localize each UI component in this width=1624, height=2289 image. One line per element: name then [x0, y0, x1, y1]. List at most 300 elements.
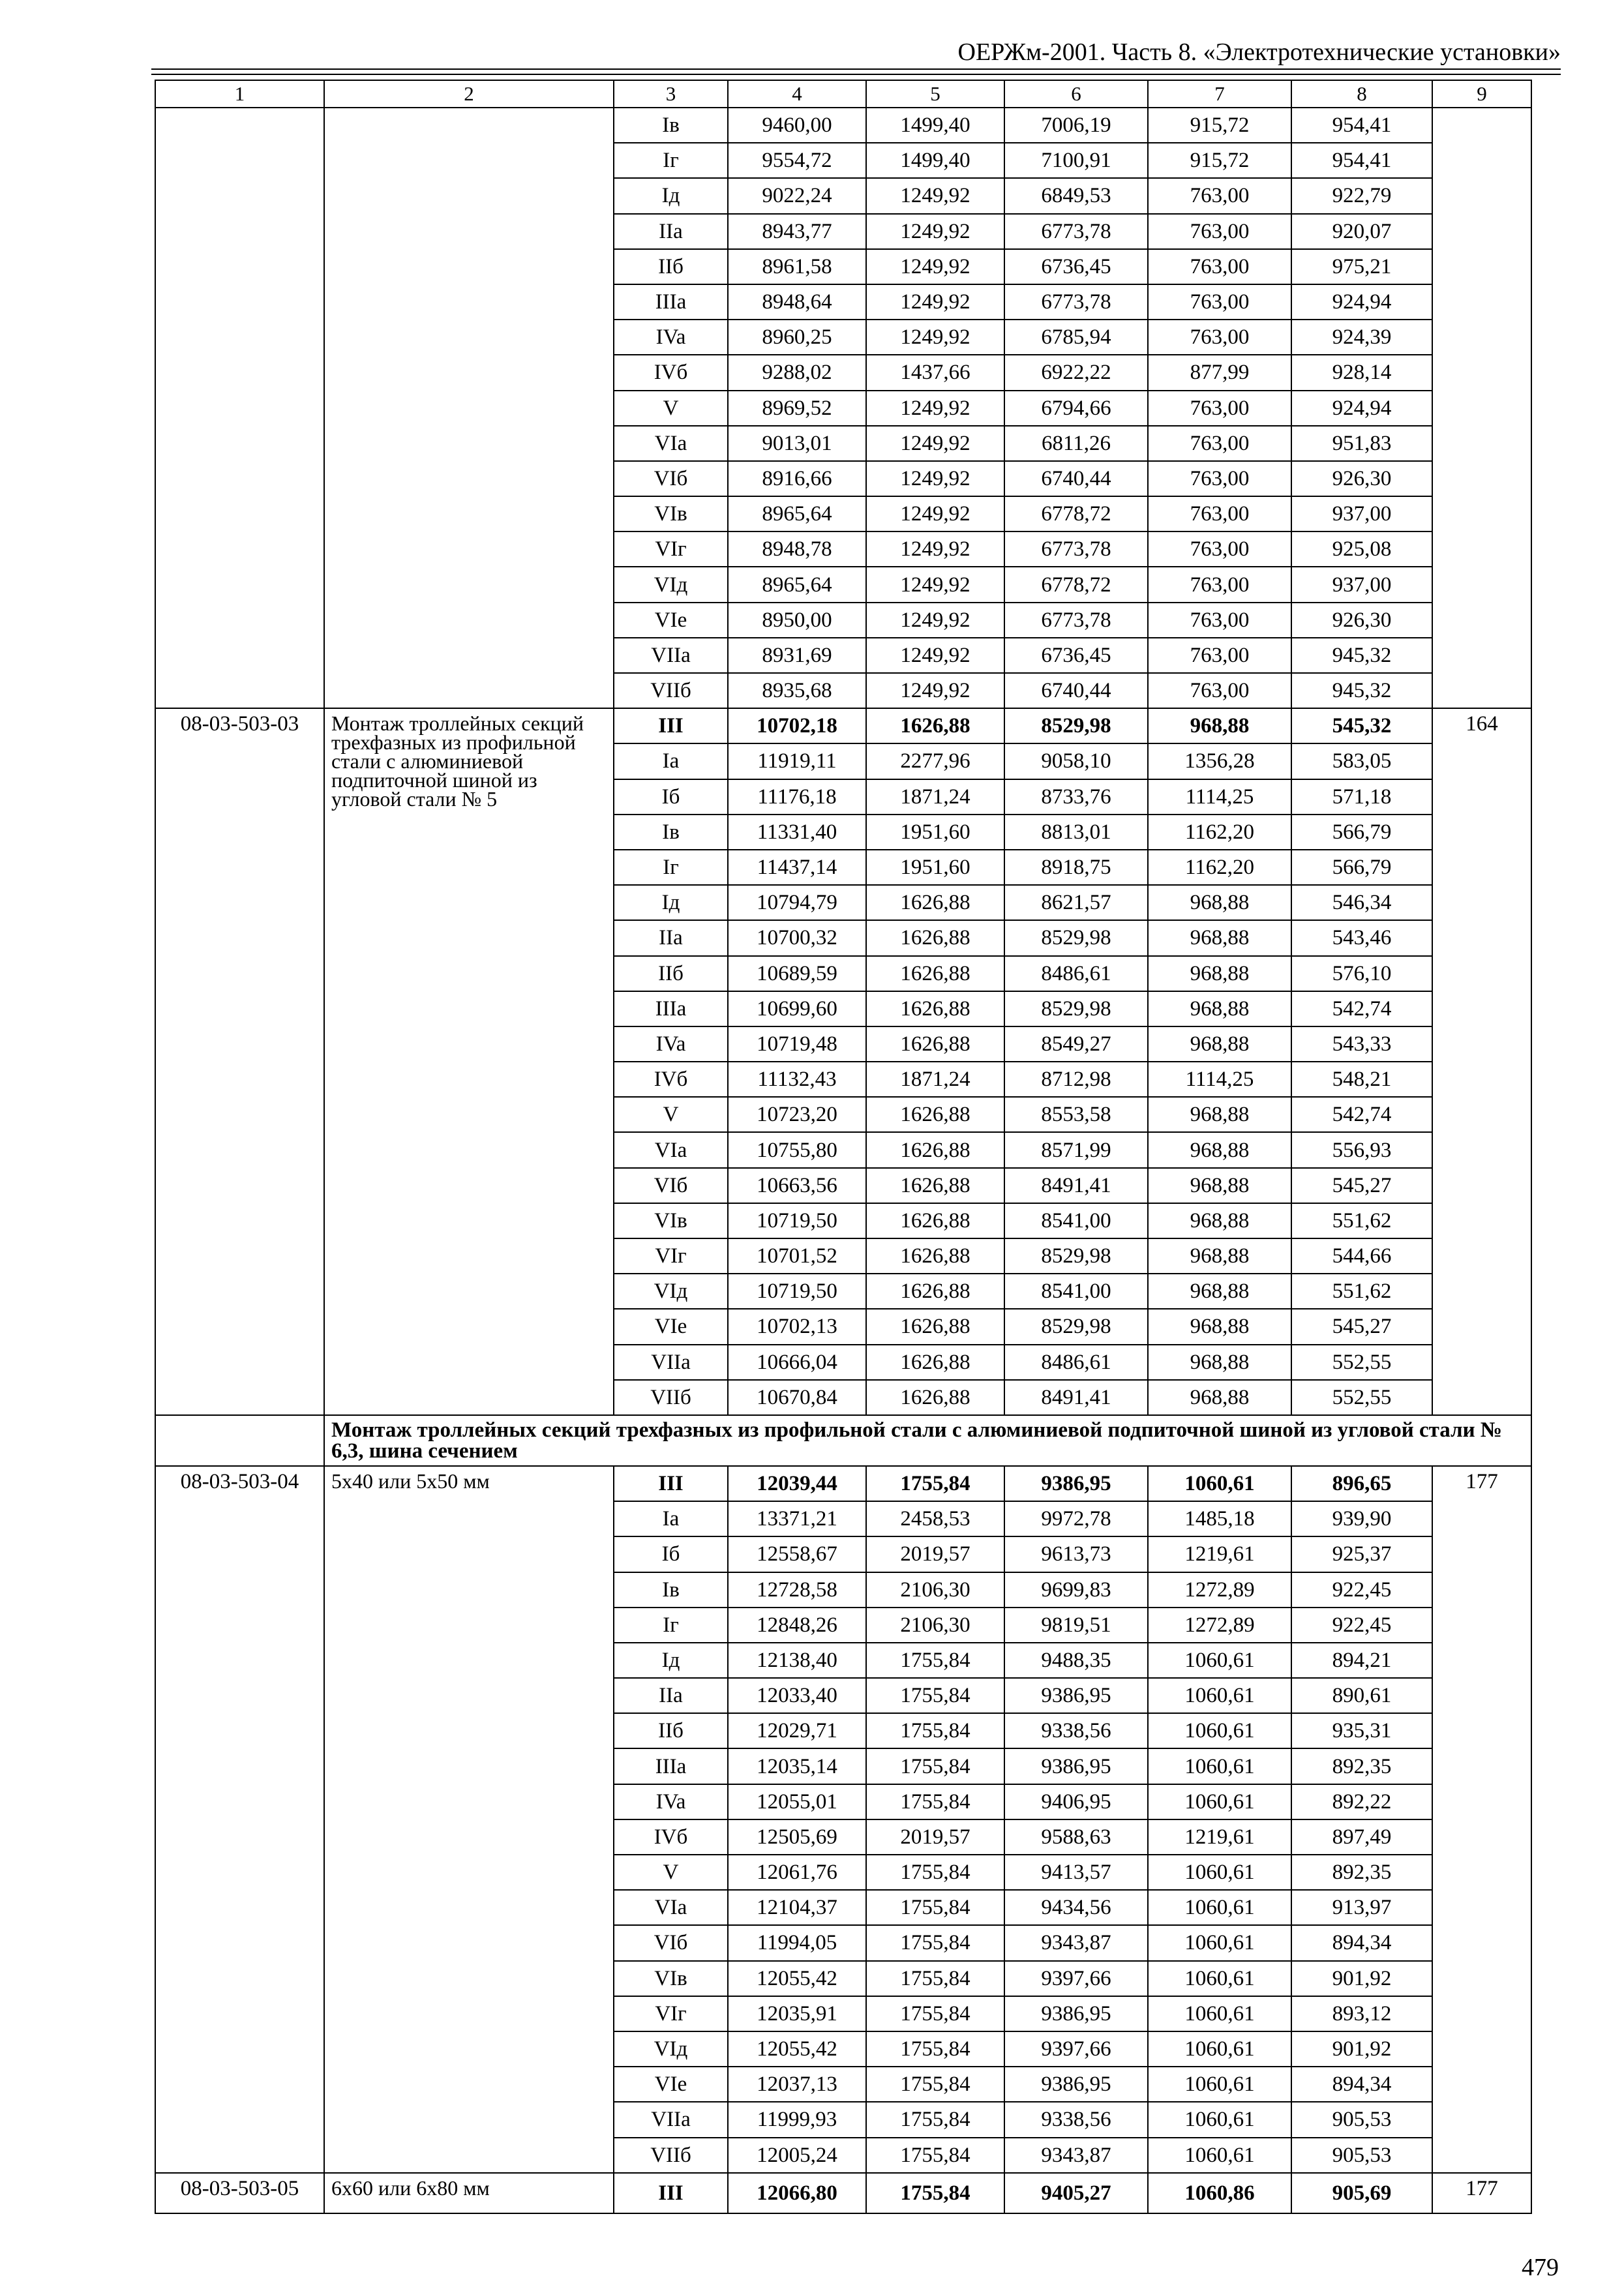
column-number-9: 9 — [1432, 80, 1531, 108]
machine-cost: 6736,45 — [1004, 249, 1148, 284]
regime-code: VIa — [614, 1132, 728, 1167]
regime-code: IVб — [614, 355, 728, 390]
labor-wage: 1626,88 — [866, 708, 1004, 743]
labor-wage: 1755,84 — [866, 2102, 1004, 2137]
machine-cost: 7006,19 — [1004, 108, 1148, 143]
regime-code: IIIa — [614, 284, 728, 320]
machine-cost: 8621,57 — [1004, 885, 1148, 920]
machine-cost: 8529,98 — [1004, 991, 1148, 1026]
machinist-wage: 1356,28 — [1148, 743, 1291, 779]
regime-code: VIв — [614, 496, 728, 531]
labor-wage: 1626,88 — [866, 956, 1004, 991]
material-cost: 545,32 — [1291, 708, 1432, 743]
regime-code: VIa — [614, 1890, 728, 1925]
column-number-7: 7 — [1148, 80, 1291, 108]
material-cost: 975,21 — [1291, 249, 1432, 284]
regime-code: VIд — [614, 2031, 728, 2067]
material-cost: 905,53 — [1291, 2102, 1432, 2137]
total-cost: 8961,58 — [728, 249, 866, 284]
labor-wage: 1951,60 — [866, 815, 1004, 850]
material-cost: 920,07 — [1291, 214, 1432, 249]
total-cost: 12505,69 — [728, 1819, 866, 1855]
regime-code: IVб — [614, 1062, 728, 1097]
total-cost: 12104,37 — [728, 1890, 866, 1925]
machinist-wage: 1162,20 — [1148, 815, 1291, 850]
machine-cost: 8918,75 — [1004, 850, 1148, 885]
total-cost: 8950,00 — [728, 603, 866, 638]
material-cost: 905,69 — [1291, 2173, 1432, 2213]
regime-code: III — [614, 708, 728, 743]
machinist-wage: 763,00 — [1148, 638, 1291, 673]
total-cost: 12558,67 — [728, 1536, 866, 1572]
machinist-wage: 968,88 — [1148, 1132, 1291, 1167]
table-row — [155, 2173, 1531, 2213]
total-cost: 11331,40 — [728, 815, 866, 850]
column-number-6: 6 — [1004, 80, 1148, 108]
labor-wage: 1755,84 — [866, 1748, 1004, 1784]
material-cost: 901,92 — [1291, 1961, 1432, 1996]
regime-code: VIIa — [614, 2102, 728, 2137]
col9-value: 177 — [1432, 2173, 1531, 2213]
material-cost: 545,27 — [1291, 1168, 1432, 1203]
column-number-row — [155, 80, 1531, 108]
material-cost: 924,94 — [1291, 391, 1432, 426]
material-cost: 926,30 — [1291, 603, 1432, 638]
labor-wage: 1755,84 — [866, 1678, 1004, 1713]
material-cost: 890,61 — [1291, 1678, 1432, 1713]
machine-cost: 6773,78 — [1004, 531, 1148, 567]
machine-cost: 8529,98 — [1004, 708, 1148, 743]
rate-code: 08-03-503-03 — [155, 708, 324, 1415]
labor-wage: 1249,92 — [866, 603, 1004, 638]
machinist-wage: 763,00 — [1148, 284, 1291, 320]
material-cost: 894,34 — [1291, 2067, 1432, 2102]
col9-value: 177 — [1432, 1466, 1531, 2173]
machine-cost: 8541,00 — [1004, 1203, 1148, 1238]
material-cost: 924,94 — [1291, 284, 1432, 320]
material-cost: 566,79 — [1291, 850, 1432, 885]
machinist-wage: 968,88 — [1148, 1238, 1291, 1274]
machine-cost: 9972,78 — [1004, 1501, 1148, 1536]
table-row — [155, 708, 1531, 743]
labor-wage: 1499,40 — [866, 108, 1004, 143]
regime-code: III — [614, 1466, 728, 1501]
material-cost: 924,39 — [1291, 320, 1432, 355]
total-cost: 12033,40 — [728, 1678, 866, 1713]
header-rule — [151, 68, 1561, 70]
total-cost: 12066,80 — [728, 2173, 866, 2213]
machinist-wage: 968,88 — [1148, 920, 1291, 955]
regime-code: VIв — [614, 1961, 728, 1996]
machinist-wage: 1060,61 — [1148, 1925, 1291, 1960]
regime-code: Iд — [614, 178, 728, 213]
machinist-wage: 763,00 — [1148, 214, 1291, 249]
machine-cost: 8491,41 — [1004, 1168, 1148, 1203]
machine-cost: 8733,76 — [1004, 779, 1148, 815]
labor-wage: 1755,84 — [866, 1890, 1004, 1925]
machine-cost: 6922,22 — [1004, 355, 1148, 390]
table-row — [155, 1466, 1531, 1501]
machinist-wage: 1060,61 — [1148, 2102, 1291, 2137]
total-cost: 10666,04 — [728, 1345, 866, 1380]
machinist-wage: 1162,20 — [1148, 850, 1291, 885]
regime-code: Iб — [614, 779, 728, 815]
rates-table — [155, 80, 1532, 2214]
regime-code: VIв — [614, 1203, 728, 1238]
page-number: 479 — [1522, 2254, 1559, 2281]
regime-code: VIе — [614, 1309, 728, 1344]
regime-code: VIIa — [614, 638, 728, 673]
material-cost: 542,74 — [1291, 1097, 1432, 1132]
machinist-wage: 763,00 — [1148, 320, 1291, 355]
machine-cost: 9338,56 — [1004, 1713, 1148, 1748]
regime-code: V — [614, 391, 728, 426]
machine-cost: 8813,01 — [1004, 815, 1148, 850]
material-cost: 905,53 — [1291, 2138, 1432, 2173]
regime-code: VIб — [614, 1925, 728, 1960]
regime-code: IIб — [614, 249, 728, 284]
section-header-row — [155, 1415, 1531, 1466]
material-cost: 542,74 — [1291, 991, 1432, 1026]
regime-code: Ia — [614, 743, 728, 779]
total-cost: 10689,59 — [728, 956, 866, 991]
regime-code: IVб — [614, 1819, 728, 1855]
machine-cost: 6773,78 — [1004, 284, 1148, 320]
material-cost: 925,08 — [1291, 531, 1432, 567]
regime-code: III — [614, 2173, 728, 2213]
column-number-8: 8 — [1291, 80, 1432, 108]
machinist-wage: 968,88 — [1148, 1345, 1291, 1380]
machine-cost: 6740,44 — [1004, 461, 1148, 496]
material-cost: 543,46 — [1291, 920, 1432, 955]
material-cost: 546,34 — [1291, 885, 1432, 920]
labor-wage: 1755,84 — [866, 1713, 1004, 1748]
labor-wage: 1755,84 — [866, 1925, 1004, 1960]
material-cost: 939,90 — [1291, 1501, 1432, 1536]
labor-wage: 1499,40 — [866, 143, 1004, 178]
labor-wage: 1755,84 — [866, 1784, 1004, 1819]
table-row — [155, 108, 1531, 143]
machine-cost: 9413,57 — [1004, 1855, 1148, 1890]
total-cost: 10663,56 — [728, 1168, 866, 1203]
total-cost: 12055,42 — [728, 2031, 866, 2067]
material-cost: 556,93 — [1291, 1132, 1432, 1167]
total-cost: 12005,24 — [728, 2138, 866, 2173]
material-cost: 894,21 — [1291, 1643, 1432, 1678]
regime-code: Iв — [614, 108, 728, 143]
labor-wage: 1249,92 — [866, 531, 1004, 567]
labor-wage: 1626,88 — [866, 1132, 1004, 1167]
machinist-wage: 1060,61 — [1148, 1855, 1291, 1890]
labor-wage: 1755,84 — [866, 2173, 1004, 2213]
machinist-wage: 968,88 — [1148, 1026, 1291, 1062]
material-cost: 945,32 — [1291, 638, 1432, 673]
regime-code: Ia — [614, 1501, 728, 1536]
machinist-wage: 1060,61 — [1148, 1466, 1291, 1501]
regime-code: Iг — [614, 1608, 728, 1643]
total-cost: 12035,14 — [728, 1748, 866, 1784]
machine-cost: 6794,66 — [1004, 391, 1148, 426]
material-cost: 922,45 — [1291, 1572, 1432, 1608]
machinist-wage: 763,00 — [1148, 603, 1291, 638]
material-cost: 897,49 — [1291, 1819, 1432, 1855]
labor-wage: 2019,57 — [866, 1536, 1004, 1572]
machinist-wage: 968,88 — [1148, 708, 1291, 743]
total-cost: 10719,50 — [728, 1274, 866, 1309]
regime-code: Iб — [614, 1536, 728, 1572]
machine-cost: 9434,56 — [1004, 1890, 1148, 1925]
labor-wage: 1626,88 — [866, 1309, 1004, 1344]
machinist-wage: 1060,61 — [1148, 1961, 1291, 1996]
labor-wage: 1626,88 — [866, 1203, 1004, 1238]
labor-wage: 1249,92 — [866, 178, 1004, 213]
machinist-wage: 968,88 — [1148, 1203, 1291, 1238]
total-cost: 9022,24 — [728, 178, 866, 213]
material-cost: 937,00 — [1291, 496, 1432, 531]
labor-wage: 2458,53 — [866, 1501, 1004, 1536]
machine-cost: 8553,58 — [1004, 1097, 1148, 1132]
machine-cost: 9397,66 — [1004, 2031, 1148, 2067]
total-cost: 12138,40 — [728, 1643, 866, 1678]
machine-cost: 8571,99 — [1004, 1132, 1148, 1167]
machinist-wage: 1219,61 — [1148, 1819, 1291, 1855]
machinist-wage: 1060,61 — [1148, 1643, 1291, 1678]
machinist-wage: 915,72 — [1148, 143, 1291, 178]
labor-wage: 1626,88 — [866, 1097, 1004, 1132]
name-cell-empty — [324, 108, 614, 708]
machinist-wage: 763,00 — [1148, 496, 1291, 531]
total-cost: 8935,68 — [728, 673, 866, 708]
regime-code: IIб — [614, 956, 728, 991]
total-cost: 8965,64 — [728, 496, 866, 531]
column-number-2: 2 — [324, 80, 614, 108]
labor-wage: 1249,92 — [866, 284, 1004, 320]
total-cost: 10699,60 — [728, 991, 866, 1026]
labor-wage: 2106,30 — [866, 1572, 1004, 1608]
labor-wage: 1755,84 — [866, 1643, 1004, 1678]
machine-cost: 6785,94 — [1004, 320, 1148, 355]
material-cost: 894,34 — [1291, 1925, 1432, 1960]
machine-cost: 6773,78 — [1004, 214, 1148, 249]
machine-cost: 9488,35 — [1004, 1643, 1148, 1678]
machine-cost: 9405,27 — [1004, 2173, 1148, 2213]
labor-wage: 1755,84 — [866, 2031, 1004, 2067]
machinist-wage: 1060,61 — [1148, 1890, 1291, 1925]
regime-code: VIIa — [614, 1345, 728, 1380]
total-cost: 9013,01 — [728, 426, 866, 461]
material-cost: 951,83 — [1291, 426, 1432, 461]
regime-code: VIг — [614, 531, 728, 567]
rate-code: 08-03-503-04 — [155, 1466, 324, 2173]
total-cost: 10701,52 — [728, 1238, 866, 1274]
regime-code: VIIб — [614, 2138, 728, 2173]
total-cost: 8916,66 — [728, 461, 866, 496]
material-cost: 552,55 — [1291, 1345, 1432, 1380]
machine-cost: 8486,61 — [1004, 956, 1148, 991]
labor-wage: 2277,96 — [866, 743, 1004, 779]
material-cost: 892,35 — [1291, 1748, 1432, 1784]
material-cost: 548,21 — [1291, 1062, 1432, 1097]
material-cost: 922,45 — [1291, 1608, 1432, 1643]
machinist-wage: 763,00 — [1148, 391, 1291, 426]
labor-wage: 1626,88 — [866, 1026, 1004, 1062]
machine-cost: 9386,95 — [1004, 1466, 1148, 1501]
machinist-wage: 1060,61 — [1148, 2138, 1291, 2173]
machinist-wage: 1060,61 — [1148, 1996, 1291, 2031]
labor-wage: 1626,88 — [866, 991, 1004, 1026]
total-cost: 12848,26 — [728, 1608, 866, 1643]
labor-wage: 2019,57 — [866, 1819, 1004, 1855]
material-cost: 926,30 — [1291, 461, 1432, 496]
labor-wage: 1626,88 — [866, 1274, 1004, 1309]
regime-code: VIб — [614, 461, 728, 496]
labor-wage: 1249,92 — [866, 496, 1004, 531]
machine-cost: 9406,95 — [1004, 1784, 1148, 1819]
total-cost: 9460,00 — [728, 108, 866, 143]
machine-cost: 9386,95 — [1004, 1678, 1148, 1713]
material-cost: 925,37 — [1291, 1536, 1432, 1572]
machinist-wage: 877,99 — [1148, 355, 1291, 390]
regime-code: VIa — [614, 426, 728, 461]
regime-code: VIIб — [614, 1380, 728, 1415]
machine-cost: 9386,95 — [1004, 1996, 1148, 2031]
labor-wage: 1249,92 — [866, 320, 1004, 355]
header-rule-double — [151, 74, 1561, 75]
machinist-wage: 763,00 — [1148, 249, 1291, 284]
machinist-wage: 968,88 — [1148, 1380, 1291, 1415]
total-cost: 10755,80 — [728, 1132, 866, 1167]
labor-wage: 1249,92 — [866, 391, 1004, 426]
total-cost: 8960,25 — [728, 320, 866, 355]
machine-cost: 8529,98 — [1004, 1238, 1148, 1274]
rates-table-container — [155, 80, 1532, 2214]
labor-wage: 1871,24 — [866, 1062, 1004, 1097]
regime-code: Iг — [614, 143, 728, 178]
machinist-wage: 968,88 — [1148, 1309, 1291, 1344]
machinist-wage: 1219,61 — [1148, 1536, 1291, 1572]
regime-code: V — [614, 1855, 728, 1890]
rates-table-body — [155, 80, 1531, 2213]
column-number-1: 1 — [155, 80, 324, 108]
labor-wage: 1626,88 — [866, 1345, 1004, 1380]
machinist-wage: 1060,61 — [1148, 1713, 1291, 1748]
col9-cell-empty — [1432, 108, 1531, 708]
regime-code: Iд — [614, 885, 728, 920]
regime-code: VIIб — [614, 673, 728, 708]
material-cost: 928,14 — [1291, 355, 1432, 390]
regime-code: VIе — [614, 2067, 728, 2102]
total-cost: 8965,64 — [728, 567, 866, 602]
section-header-blank — [155, 1415, 324, 1466]
regime-code: IIIa — [614, 1748, 728, 1784]
total-cost: 11919,11 — [728, 743, 866, 779]
machine-cost: 9819,51 — [1004, 1608, 1148, 1643]
running-header-title: ОЕРЖм-2001. Часть 8. «Электротехнические установки» — [957, 38, 1561, 66]
machinist-wage: 968,88 — [1148, 1274, 1291, 1309]
labor-wage: 1249,92 — [866, 249, 1004, 284]
machine-cost: 6736,45 — [1004, 638, 1148, 673]
total-cost: 12055,42 — [728, 1961, 866, 1996]
total-cost: 10719,50 — [728, 1203, 866, 1238]
machinist-wage: 1060,86 — [1148, 2173, 1291, 2213]
total-cost: 11132,43 — [728, 1062, 866, 1097]
total-cost: 12039,44 — [728, 1466, 866, 1501]
labor-wage: 1755,84 — [866, 2067, 1004, 2102]
regime-code: IVa — [614, 1026, 728, 1062]
total-cost: 8931,69 — [728, 638, 866, 673]
regime-code: Iв — [614, 1572, 728, 1608]
regime-code: Iв — [614, 815, 728, 850]
labor-wage: 1871,24 — [866, 779, 1004, 815]
machinist-wage: 1060,61 — [1148, 1784, 1291, 1819]
labor-wage: 1249,92 — [866, 638, 1004, 673]
machinist-wage: 1060,61 — [1148, 1748, 1291, 1784]
regime-code: VIд — [614, 567, 728, 602]
machinist-wage: 1060,61 — [1148, 2067, 1291, 2102]
material-cost: 896,65 — [1291, 1466, 1432, 1501]
machinist-wage: 968,88 — [1148, 956, 1291, 991]
labor-wage: 1626,88 — [866, 920, 1004, 955]
machine-cost: 9058,10 — [1004, 743, 1148, 779]
regime-code: Iд — [614, 1643, 728, 1678]
labor-wage: 1626,88 — [866, 1380, 1004, 1415]
total-cost: 8969,52 — [728, 391, 866, 426]
machine-cost: 8712,98 — [1004, 1062, 1148, 1097]
regime-code: Iг — [614, 850, 728, 885]
machinist-wage: 1272,89 — [1148, 1572, 1291, 1608]
machine-cost: 9338,56 — [1004, 2102, 1148, 2137]
total-cost: 12037,13 — [728, 2067, 866, 2102]
machine-cost: 9386,95 — [1004, 2067, 1148, 2102]
machinist-wage: 1060,61 — [1148, 2031, 1291, 2067]
total-cost: 11176,18 — [728, 779, 866, 815]
machine-cost: 6778,72 — [1004, 496, 1148, 531]
machinist-wage: 968,88 — [1148, 885, 1291, 920]
total-cost: 10702,18 — [728, 708, 866, 743]
total-cost: 8948,78 — [728, 531, 866, 567]
labor-wage: 1951,60 — [866, 850, 1004, 885]
material-cost: 551,62 — [1291, 1203, 1432, 1238]
machine-cost: 9386,95 — [1004, 1748, 1148, 1784]
total-cost: 8948,64 — [728, 284, 866, 320]
regime-code: IIa — [614, 920, 728, 955]
machine-cost: 8529,98 — [1004, 1309, 1148, 1344]
labor-wage: 1626,88 — [866, 1238, 1004, 1274]
machine-cost: 9397,66 — [1004, 1961, 1148, 1996]
total-cost: 12029,71 — [728, 1713, 866, 1748]
material-cost: 945,32 — [1291, 673, 1432, 708]
total-cost: 10700,32 — [728, 920, 866, 955]
machinist-wage: 763,00 — [1148, 178, 1291, 213]
material-cost: 543,33 — [1291, 1026, 1432, 1062]
material-cost: 544,66 — [1291, 1238, 1432, 1274]
labor-wage: 1249,92 — [866, 461, 1004, 496]
labor-wage: 1626,88 — [866, 1168, 1004, 1203]
material-cost: 922,79 — [1291, 178, 1432, 213]
regime-code: VIе — [614, 603, 728, 638]
total-cost: 9288,02 — [728, 355, 866, 390]
labor-wage: 1755,84 — [866, 1996, 1004, 2031]
rate-code: 08-03-503-05 — [155, 2173, 324, 2213]
machinist-wage: 763,00 — [1148, 531, 1291, 567]
regime-code: IVa — [614, 1784, 728, 1819]
total-cost: 10702,13 — [728, 1309, 866, 1344]
machinist-wage: 1114,25 — [1148, 779, 1291, 815]
total-cost: 9554,72 — [728, 143, 866, 178]
labor-wage: 1755,84 — [866, 2138, 1004, 2173]
material-cost: 552,55 — [1291, 1380, 1432, 1415]
machinist-wage: 763,00 — [1148, 567, 1291, 602]
